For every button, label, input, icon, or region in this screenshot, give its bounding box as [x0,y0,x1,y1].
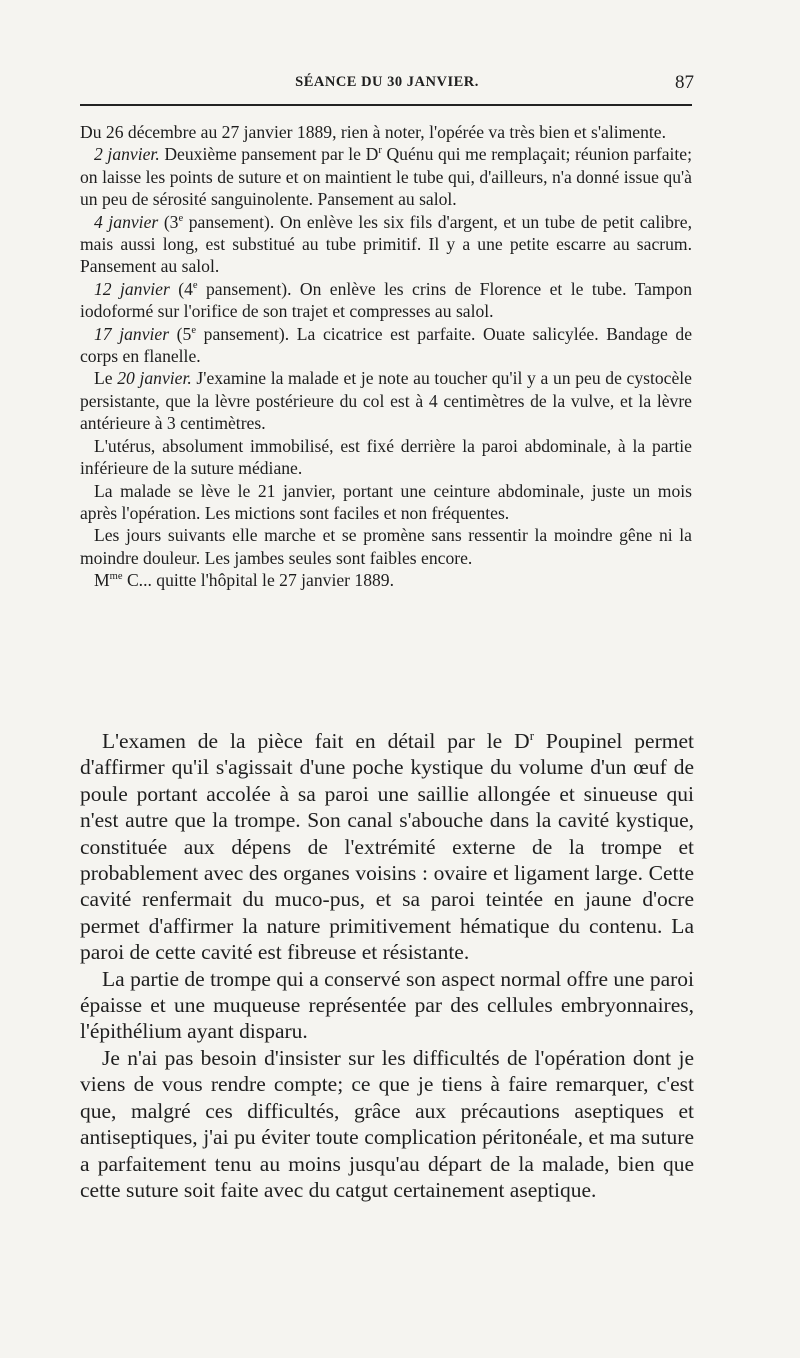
note-paragraph: 12 janvier (4e pansement). On enlève les crins de Florence et le tube. Tampon iodoformé sur l'orifice de son trajet et compresses au salol. [80,278,693,322]
note-date: 12 janvier [94,278,170,299]
note-date: 4 janvier [94,211,159,232]
header-rule [80,104,692,106]
note-paragraph: 4 janvier (3e pansement). On enlève les six fils d'argent, et un tube de petit calibre, mais aussi long, est substitué au tube primitif. Il y a une petite escarre au sacrum. Pansement au salol. [80,211,693,277]
note-paragraph: 2 janvier. Deuxième pansement par le $D^r$ Quénu qui me remplaçait; réunion parfaite; on laisse les points de suture et on maintient le tube qui, d'ailleurs, n'a donné issue qu'à un peu de sérosité sanguinolente. Pansement au salol. [80,144,692,210]
note-date: 2 janvier. [94,144,160,165]
note-paragraph: Le 20 janvier. J'examine la malade et je note au toucher qu'il y a un peu de cystocèle persistante, que la lèvre postérieure du col est à 4 centimètres de la vulve, et la lèvre antérieure à 3 centimètres. [80,368,692,434]
body-paragraph: L'examen de la pièce fait en détail par le $D^r$ Poupinel permet d'affirmer qu'il s'agissait d'une poche kystique du volume d'un œuf de poule portant accolée à sa paroi une saillie allongée et sinueuse qui n'est autre que la trompe. Son canal s'abouche dans la cavité kystique, constituée aux dépens de l'extrémité externe de la trompe et probablement avec des organes voisins : ovaire et ligament large. Cette cavité renfermait du muco-pus, et sa paroi teintée en jaune d'ocre permet d'affirmer la nature primitivement hématique du contenu. La paroi de cette cavité est fibreuse et résistante. [80,728,695,965]
note-date: 17 janvier [94,323,170,344]
note-paragraph: $M^{me}$ C... quitte l'hôpital le 27 janvier 1889. [94,570,394,591]
note-paragraph: Du 26 décembre au 27 janvier 1889, rien à noter, l'opérée va très bien et s'alimente. [80,122,667,142]
note-date: 20 janvier. [117,368,192,389]
body-paragraph: Je n'ai pas besoin d'insister sur les difficultés de l'opération dont je viens de vous rendre compte; ce que je tiens à faire remarquer, c'est que, malgré ces difficultés, grâce aux précautions aseptiques et antiseptiques, j'ai pu éviter toute complication péritonéale, et ma suture a parfaitement tenu au moins jusqu'au départ de la malade, bien que cette suture soit faite avec du catgut certainement aseptique. [80,1045,694,1202]
note-paragraph: L'utérus, absolument immobilisé, est fixé derrière la paroi abdominale, à la partie inférieure de la suture médiane. [80,435,692,479]
page-header [80,74,694,100]
main-text [80,728,694,1203]
clinical-notes [80,121,692,592]
running-title: SÉANCE DU 30 JANVIER. [295,74,479,90]
note-paragraph: La malade se lève le 21 janvier, portant une ceinture abdominale, juste un mois après l'opération. Les mictions sont faciles et non fréquentes. [80,480,692,523]
body-paragraph: La partie de trompe qui a conservé son aspect normal offre une paroi épaisse et une muqueuse représentée par des cellules embryonnaires, l'épithélium ayant disparu. [80,966,694,1044]
page-number: 87 [675,72,694,93]
note-paragraph: Les jours suivants elle marche et se promène sans ressentir la moindre gêne ni la moindre douleur. Les jambes seules sont faibles encore. [80,525,692,568]
note-paragraph: 17 janvier (5e pansement). La cicatrice est parfaite. Ouate salicylée. Bandage de corps en flanelle. [80,323,692,367]
